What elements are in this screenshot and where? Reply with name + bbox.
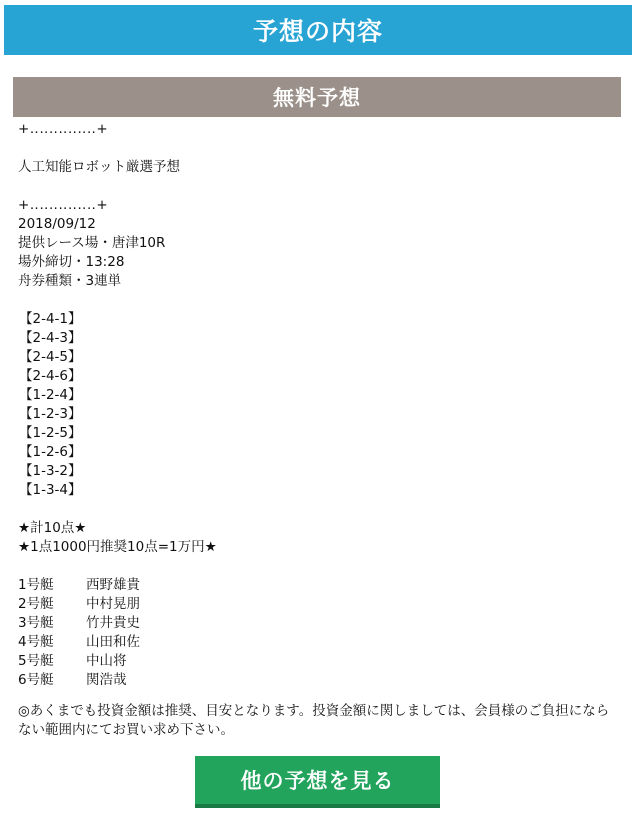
combination-item: 【1-2-4】: [19, 387, 82, 403]
cta-wrapper: [195, 756, 440, 808]
race-deadline: 場外締切・13:28: [18, 254, 125, 270]
combination-item: 【2-4-1】: [19, 311, 82, 327]
ticket-type: 舟券種類・3連単: [18, 273, 122, 289]
boat-number: 1号艇: [18, 577, 54, 593]
racer-name: 中山将: [86, 653, 127, 669]
racer-name: 山田和佐: [86, 634, 140, 650]
section-header: [13, 77, 621, 117]
summary-stake: ★1点1000円推奨10点=1万円★: [18, 539, 217, 555]
boat-number: 2号艇: [18, 596, 54, 612]
combination-item: 【1-3-4】: [19, 482, 82, 498]
prediction-heading: 人工知能ロボット厳選予想: [18, 159, 180, 175]
racer-name: 西野雄貴: [86, 577, 140, 593]
racer-row: [18, 633, 618, 652]
combination-item: 【2-4-6】: [19, 368, 82, 384]
race-venue: 提供レース場・唐津10R: [18, 235, 166, 251]
view-other-predictions-button[interactable]: 他の予想を見る: [195, 756, 440, 808]
racer-row: [18, 576, 618, 595]
boat-number: 4号艇: [18, 634, 54, 650]
summary-total: ★計10点★: [18, 520, 87, 536]
combination-item: 【2-4-3】: [19, 330, 82, 346]
separator-bottom: +‥‥‥‥‥‥‥+: [18, 197, 109, 213]
boat-number: 3号艇: [18, 615, 54, 631]
boat-number: 6号艇: [18, 672, 54, 688]
racer-list: [18, 576, 618, 690]
investment-note: ◎あくまでも投資金額は推奨、目安となります。投資金額に関しましては、会員様のご負担にならない範囲内にてお買い求め下さい。: [18, 703, 610, 738]
boat-number: 5号艇: [18, 653, 54, 669]
separator-top: +‥‥‥‥‥‥‥+: [18, 121, 109, 137]
combination-list: [18, 310, 618, 500]
combination-item: 【1-2-6】: [19, 444, 82, 460]
page-title: 予想の内容: [252, 17, 383, 46]
prediction-content: [18, 120, 618, 740]
racer-name: 関浩哉: [86, 672, 127, 688]
racer-row: [18, 652, 618, 671]
combination-item: 【2-4-5】: [19, 349, 82, 365]
racer-name: 中村晃朋: [86, 596, 140, 612]
racer-row: [18, 671, 618, 690]
racer-row: [18, 614, 618, 633]
page-header: [4, 5, 632, 55]
combination-item: 【1-3-2】: [19, 463, 82, 479]
section-title: 無料予想: [273, 86, 361, 110]
racer-name: 竹井貴史: [86, 615, 140, 631]
combination-item: 【1-2-5】: [19, 425, 82, 441]
race-date: 2018/09/12: [18, 216, 96, 232]
racer-row: [18, 595, 618, 614]
combination-item: 【1-2-3】: [19, 406, 82, 422]
